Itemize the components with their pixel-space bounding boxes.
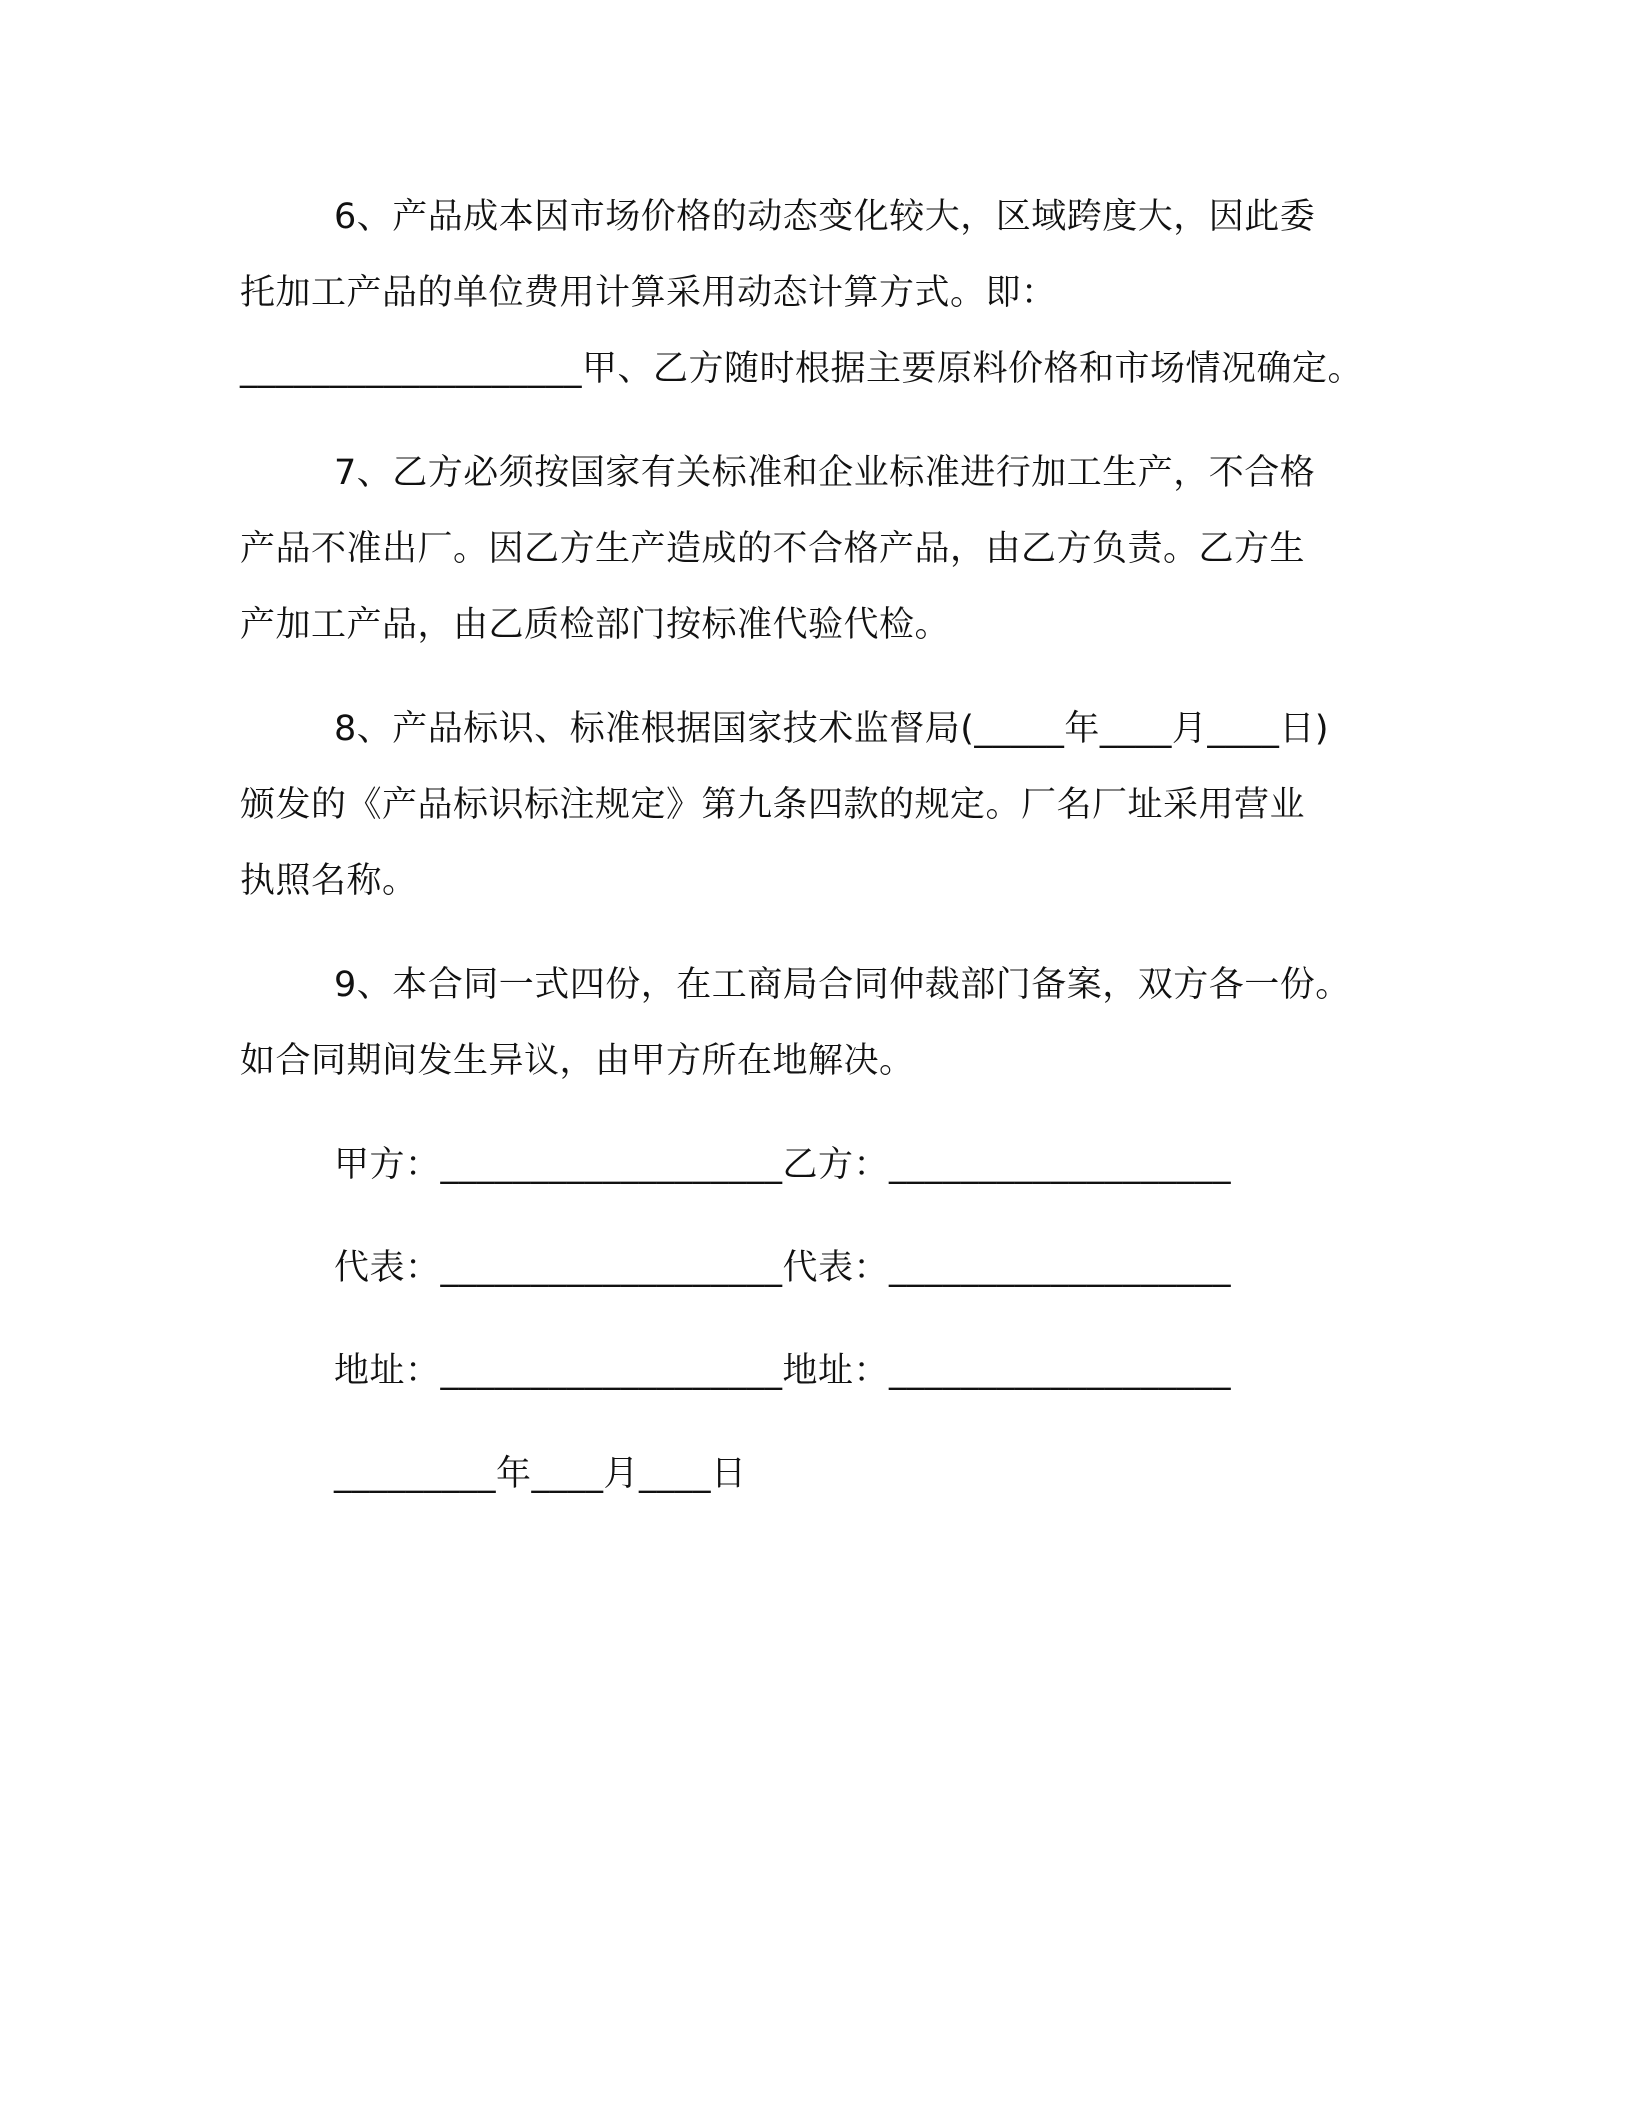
signature-address-line: 地址：___________________地址：___________________: [334, 1351, 1232, 1391]
clause-7-line-3: 产加工产品，由乙质检部门按标准代验代检。: [240, 605, 951, 645]
clause-8-line-2: 颁发的《产品标识标注规定》第九条四款的规定。厂名厂址采用营业: [240, 785, 1306, 825]
clause-7-line-1: 7、乙方必须按国家有关标准和企业标准进行加工生产，不合格: [334, 453, 1316, 493]
clause-6-line-2: 托加工产品的单位费用计算采用动态计算方式。即：: [240, 273, 1057, 313]
clause-9-line-2: 如合同期间发生异议，由甲方所在地解决。: [240, 1041, 915, 1081]
clause-9-line-1: 9、本合同一式四份，在工商局合同仲裁部门备案，双方各一份。: [334, 965, 1351, 1005]
signature-representative-line: 代表：___________________代表：___________________: [334, 1248, 1232, 1288]
clause-8-line-3: 执照名称。: [240, 861, 418, 901]
signature-date-line: _________年____月____日: [334, 1454, 747, 1494]
signature-party-line: 甲方：___________________乙方：___________________: [334, 1145, 1232, 1185]
clause-7-line-2: 产品不准出厂。因乙方生产造成的不合格产品，由乙方负责。乙方生: [240, 529, 1306, 569]
clause-6-line-1: 6、产品成本因市场价格的动态变化较大，区域跨度大，因此委: [334, 197, 1316, 237]
clause-6-line-3: ___________________甲、乙方随时根据主要原料价格和市场情况确定。: [240, 349, 1364, 389]
clause-8-line-1: 8、产品标识、标准根据国家技术监督局(_____年____月____日): [334, 709, 1330, 749]
